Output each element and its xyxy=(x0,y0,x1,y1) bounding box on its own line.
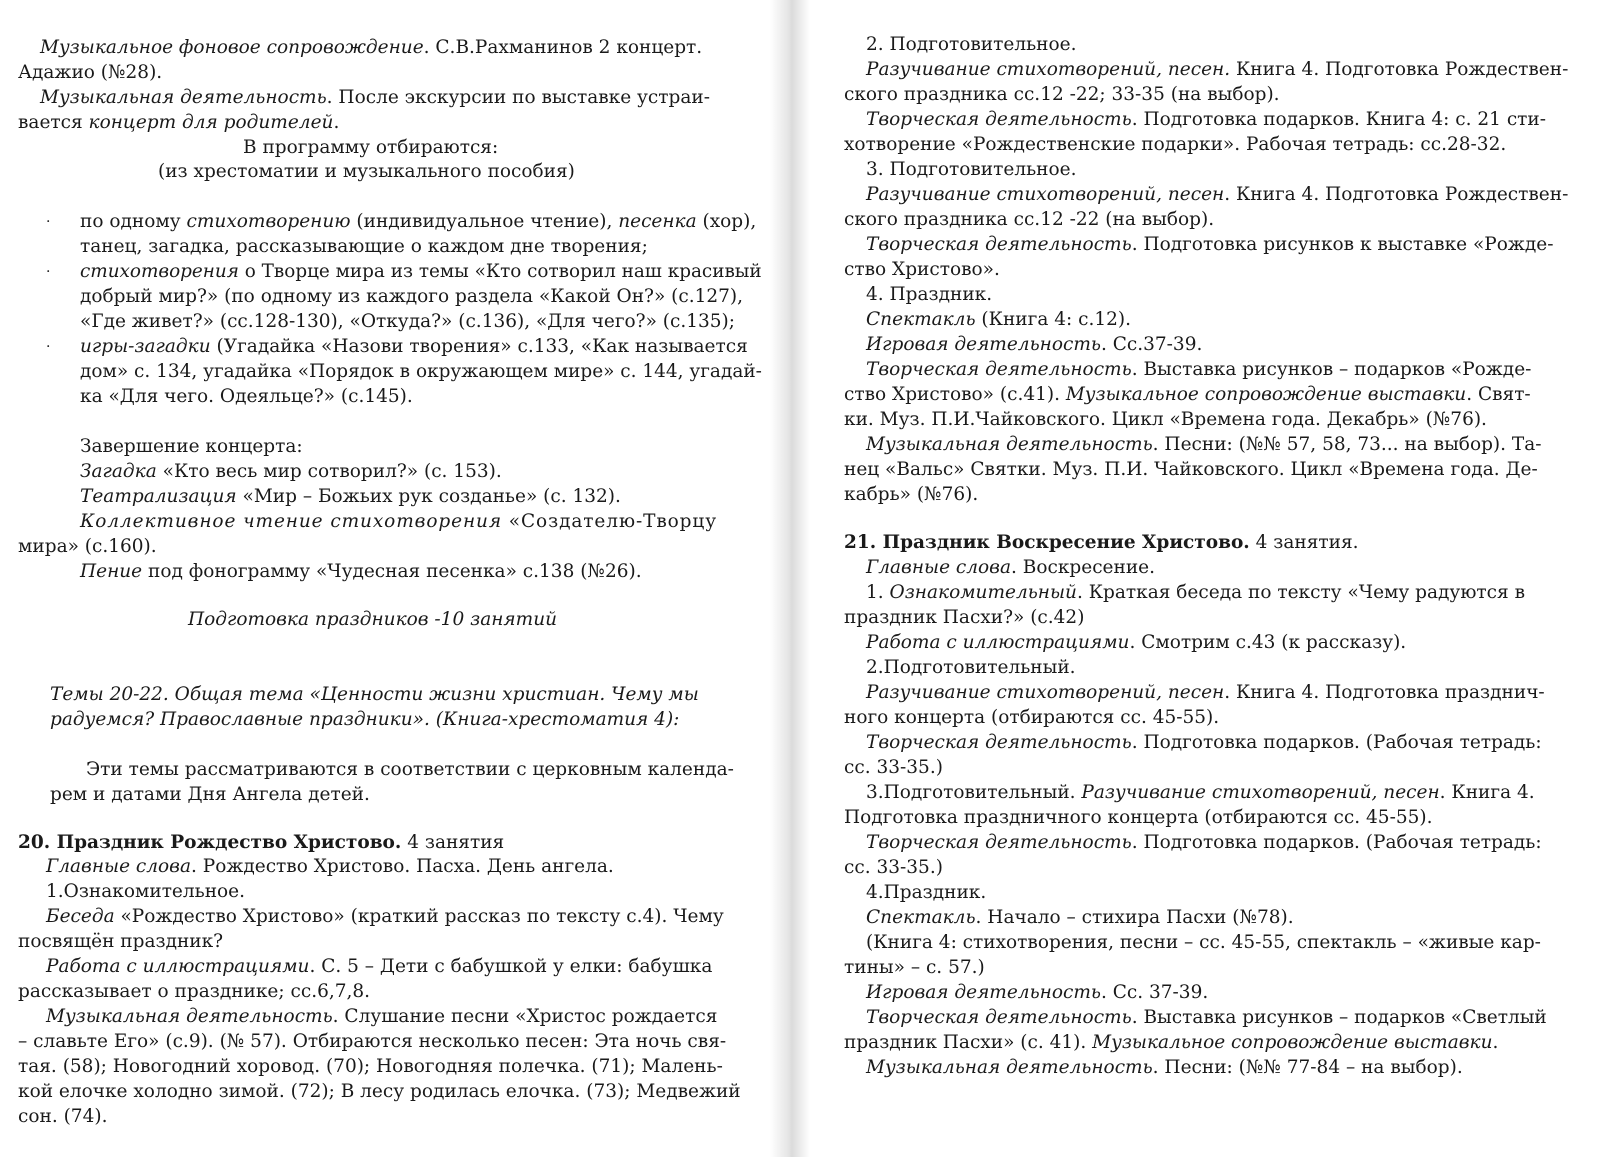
right-text-line xyxy=(866,581,1525,605)
text-run: «Мир – Божьих рук созданье» (с. 132). xyxy=(236,486,621,507)
left-text-line xyxy=(80,335,748,359)
text-run: (Угадайка «Назови творения» с.133, «Как называется xyxy=(210,336,748,357)
text-run: (из хрестоматии и музыкального пособия) xyxy=(158,161,575,182)
right-text-line xyxy=(844,133,1506,157)
text-run: Завершение концерта: xyxy=(80,436,303,457)
text-run: 3. Подготовительное. xyxy=(866,159,1077,180)
right-text-line xyxy=(866,108,1546,132)
italic-text: Разучивание стихотворений, песен xyxy=(1081,782,1440,803)
italic-text: Театрализация xyxy=(80,486,237,507)
italic-text: Игровая деятельность xyxy=(866,334,1101,355)
left-text-line xyxy=(50,683,699,707)
text-run: дом» с. 134, угадайка «Порядок в окружающем мире» с. 144, угадай- xyxy=(80,361,762,382)
left-text-line xyxy=(46,955,712,979)
left-text-line xyxy=(18,831,504,855)
italic-text: Музыкальная деятельность xyxy=(866,1057,1153,1078)
text-run: вается xyxy=(18,112,89,133)
text-run: . Книга 4. xyxy=(1439,782,1535,803)
text-run: 2.Подготовительный. xyxy=(866,657,1076,678)
right-text-line xyxy=(844,408,1487,432)
italic-text: Загадка xyxy=(80,461,157,482)
text-run: посвящён праздник? xyxy=(18,931,224,952)
right-text-line xyxy=(844,208,1214,232)
left-text-line xyxy=(18,535,157,559)
text-run: сс. 33-35.) xyxy=(844,757,943,778)
text-run: ство Христово». xyxy=(844,259,1000,280)
text-run: ского праздника сс.12 -22 (на выбор). xyxy=(844,209,1215,230)
italic-text: радуемся? Православные праздники». (Книга-хрестоматия 4): xyxy=(50,709,680,730)
left-text-line xyxy=(80,460,502,484)
text-run: 1.Ознакомительное. xyxy=(46,881,245,902)
italic-text: Музыкальная деятельность xyxy=(46,1006,333,1027)
right-text-line xyxy=(844,83,1280,107)
right-text-line xyxy=(844,606,1084,630)
italic-text: Главные слова xyxy=(866,557,1011,578)
italic-text: Творческая деятельность xyxy=(866,732,1132,753)
italic-text: Творческая деятельность xyxy=(866,832,1132,853)
text-run: . Выставка рисунков – подарков «Рожде- xyxy=(1131,359,1532,380)
right-text-line xyxy=(844,806,1432,830)
right-text-line xyxy=(866,931,1541,955)
italic-text: Спектакль xyxy=(866,309,976,330)
text-run: 3.Подготовительный. xyxy=(866,782,1082,803)
bold-heading-text: 20. Праздник Рождество Христово. xyxy=(18,832,402,853)
right-text-line xyxy=(866,333,1202,357)
right-text-line xyxy=(866,681,1545,705)
italic-text: Пение xyxy=(80,561,143,582)
text-run: . Краткая беседа по тексту «Чему радуются в xyxy=(1076,582,1525,603)
left-text-line xyxy=(80,435,303,459)
left-text-line xyxy=(40,86,710,110)
text-run: 4.Праздник. xyxy=(866,882,987,903)
right-text-line xyxy=(844,756,943,780)
text-run: . С. 5 – Дети с бабушкой у елки: бабушка xyxy=(309,956,713,977)
text-run: (индивидуальное чтение), xyxy=(350,211,619,232)
right-text-line xyxy=(866,283,992,307)
text-run: (Книга 4: стихотворения, песни – сс. 45-55, спектакль – «живые кар- xyxy=(866,932,1541,953)
left-text-line xyxy=(80,385,413,409)
right-text-line xyxy=(844,458,1538,482)
text-run: . Подготовка подарков. Книга 4: с. 21 сти- xyxy=(1131,109,1546,130)
text-run: сон. (74). xyxy=(18,1106,108,1127)
text-run: . xyxy=(1492,1032,1499,1053)
right-text-line xyxy=(844,383,1531,407)
left-text-line xyxy=(80,360,762,384)
text-run: 1. xyxy=(866,582,890,603)
text-run: рем и датами Дня Ангела детей. xyxy=(50,784,370,805)
right-text-line xyxy=(866,233,1553,257)
left-text-line xyxy=(80,210,756,234)
italic-text: Музыкальная деятельность xyxy=(866,434,1153,455)
italic-text: Разучивание стихотворений, песен. xyxy=(866,59,1231,80)
text-run: . С.В.Рахманинов 2 концерт. xyxy=(423,37,703,58)
text-run: ство Христово» (с.41). xyxy=(844,384,1066,405)
italic-text: Музыкальное сопровождение выставки xyxy=(1092,1032,1493,1053)
left-text-line xyxy=(80,485,621,509)
right-text-line xyxy=(866,881,986,905)
left-text-line xyxy=(46,905,724,929)
italic-text: стихотворению xyxy=(186,211,351,232)
italic-text: концерт для родителей xyxy=(88,112,334,133)
right-text-line xyxy=(866,1006,1547,1030)
left-text-line xyxy=(86,758,734,782)
text-run: Адажио (№28). xyxy=(18,62,163,83)
right-text-line xyxy=(844,531,1359,555)
text-run: рассказывает о празднике; сс.6,7,8. xyxy=(18,981,371,1002)
left-text-line xyxy=(18,61,162,85)
text-run: мира» (с.160). xyxy=(18,536,157,557)
text-run: праздник Пасхи» (с. 41). xyxy=(844,1032,1093,1053)
italic-text: Игровая деятельность xyxy=(866,982,1101,1003)
bullet-icon: · xyxy=(46,264,51,280)
left-text-line xyxy=(80,235,648,259)
text-run: тины» – с. 57.) xyxy=(844,957,985,978)
left-text-line xyxy=(46,880,245,904)
bullet-icon: · xyxy=(46,339,51,355)
text-run: ка «Для чего. Одеяльце?» (с.145). xyxy=(80,386,413,407)
text-run: . Сс.37-39. xyxy=(1100,334,1203,355)
right-text-line xyxy=(866,981,1208,1005)
text-run: под фонограмму «Чудесная песенка» с.138 (№26). xyxy=(142,561,642,582)
right-text-line xyxy=(866,631,1406,655)
text-run: Книга 4. Подготовка Рождествен- xyxy=(1230,59,1569,80)
left-text-line xyxy=(18,930,223,954)
right-text-line xyxy=(866,906,1294,930)
text-run: ного концерта (отбираются сс. 45-55). xyxy=(844,707,1220,728)
text-run: танец, загадка, рассказывающие о каждом дне творения; xyxy=(80,236,648,257)
text-run: 4. Праздник. xyxy=(866,284,993,305)
right-text-line xyxy=(844,1031,1498,1055)
right-text-line xyxy=(866,58,1568,82)
italic-text: Творческая деятельность xyxy=(866,1007,1132,1028)
right-text-line xyxy=(844,706,1219,730)
text-run: . Выставка рисунков – подарков «Светлый xyxy=(1131,1007,1547,1028)
right-text-line xyxy=(866,183,1568,207)
right-text-line xyxy=(866,433,1542,457)
left-text-line xyxy=(18,1105,107,1129)
italic-text: Творческая деятельность xyxy=(866,359,1132,380)
text-run: нец «Вальс» Святки. Муз. П.И. Чайковского. Цикл «Времена года. Де- xyxy=(844,459,1538,480)
left-text-line xyxy=(18,111,339,135)
right-text-line xyxy=(866,781,1535,805)
right-text-line xyxy=(844,483,978,507)
left-text-line xyxy=(18,980,370,1004)
left-text-line xyxy=(188,608,557,632)
text-run: Подготовка праздничного концерта (отбираются сс. 45-55). xyxy=(844,807,1433,828)
text-run: 4 занятия xyxy=(401,832,505,853)
left-text-line xyxy=(80,510,717,534)
text-run: . Рождество Христово. Пасха. День ангела. xyxy=(190,856,614,877)
text-run: кой елочке холодно зимой. (72); В лесу родилась елочка. (73); Медвежий xyxy=(18,1081,741,1102)
left-text-line xyxy=(50,708,679,732)
text-run: . Начало – стихира Пасхи (№78). xyxy=(975,907,1294,928)
italic-text: Разучивание стихотворений, песен xyxy=(866,184,1225,205)
text-run: «Кто весь мир сотворил?» (с. 153). xyxy=(156,461,502,482)
text-run: (Книга 4: с.12). xyxy=(975,309,1131,330)
text-run: . Подготовка подарков. (Рабочая тетрадь: xyxy=(1131,832,1542,853)
italic-text: Подготовка праздников -10 занятий xyxy=(188,609,558,630)
left-text-line xyxy=(243,136,498,160)
text-run: . Книга 4. Подготовка празднич- xyxy=(1224,682,1545,703)
text-run: 2. Подготовительное. xyxy=(866,34,1077,55)
text-run: праздник Пасхи?» (с.42) xyxy=(844,607,1085,628)
italic-text: игры-загадки xyxy=(80,336,211,357)
text-run: . Книга 4. Подготовка Рождествен- xyxy=(1224,184,1569,205)
right-page xyxy=(800,0,1598,1157)
text-run: ского праздника сс.12 -22; 33-35 (на выбор). xyxy=(844,84,1280,105)
text-run: . Сс. 37-39. xyxy=(1100,982,1209,1003)
text-run: сс. 33-35.) xyxy=(844,857,943,878)
left-text-line xyxy=(80,285,743,309)
left-text-line xyxy=(46,1005,717,1029)
left-page xyxy=(0,0,780,1157)
text-run: 4 занятия. xyxy=(1249,532,1359,553)
italic-text: Темы 20-22. Общая тема «Ценности жизни христиан. Чему мы xyxy=(50,684,699,705)
left-text-line xyxy=(18,1055,723,1079)
left-text-line xyxy=(80,260,762,284)
text-run: . Подготовка подарков. (Рабочая тетрадь: xyxy=(1131,732,1542,753)
text-run: по одному xyxy=(80,211,187,232)
text-run: «Рождество Христово» (краткий рассказ по тексту с.4). Чему xyxy=(114,906,724,927)
italic-text: Ознакомительный xyxy=(889,582,1077,603)
right-text-line xyxy=(866,556,1155,580)
bold-heading-text: 21. Праздник Воскресение Христово. xyxy=(844,532,1250,553)
italic-text: песенка xyxy=(618,211,697,232)
text-run: . Подготовка рисунков к выставке «Рожде- xyxy=(1131,234,1554,255)
text-run: . После экскурсии по выставке устраи- xyxy=(326,87,710,108)
text-run: . Смотрим с.43 (к рассказу). xyxy=(1129,632,1407,653)
text-run: (хор), xyxy=(696,211,757,232)
right-text-line xyxy=(866,33,1076,57)
italic-text: Спектакль xyxy=(866,907,976,928)
italic-text: стихотворения xyxy=(80,261,239,282)
italic-text: Музыкальное сопровождение выставки xyxy=(1065,384,1467,405)
right-text-line xyxy=(866,656,1076,680)
right-text-line xyxy=(866,158,1076,182)
text-run: . xyxy=(333,112,340,133)
left-text-line xyxy=(80,310,735,334)
left-text-line xyxy=(18,1080,741,1104)
text-run: . Песни: (№№ 77-84 – на выбор). xyxy=(1152,1057,1463,1078)
italic-text: Коллективное чтение стихотворения xyxy=(80,511,502,532)
text-run: – славьте Его» (с.9). (№ 57). Отбираются несколько песен: Эта ночь свя- xyxy=(18,1031,727,1052)
left-text-line xyxy=(46,855,614,879)
text-run: «Где живет?» (сс.128-130), «Откуда?» (с.136), «Для чего?» (с.135); xyxy=(80,311,735,332)
italic-text: Главные слова xyxy=(46,856,191,877)
text-run: о Творце мира из темы «Кто сотворил наш красивый xyxy=(238,261,762,282)
right-text-line xyxy=(866,831,1542,855)
italic-text: Творческая деятельность xyxy=(866,109,1132,130)
left-text-line xyxy=(158,160,575,184)
text-run: . Свят- xyxy=(1466,384,1531,405)
right-text-line xyxy=(844,856,943,880)
text-run: «Создателю-Творцу xyxy=(502,511,718,532)
italic-text: Музыкальное фоновое сопровождение xyxy=(40,37,424,58)
right-text-line xyxy=(866,1056,1463,1080)
italic-text: Музыкальная деятельность xyxy=(40,87,327,108)
right-text-line xyxy=(866,358,1531,382)
right-text-line xyxy=(844,258,1000,282)
right-text-line xyxy=(844,956,985,980)
italic-text: Работа с иллюстрациями xyxy=(866,632,1130,653)
italic-text: Беседа xyxy=(46,906,115,927)
italic-text: Творческая деятельность xyxy=(866,234,1132,255)
text-run: добрый мир?» (по одному из каждого раздела «Какой Он?» (с.127), xyxy=(80,286,744,307)
text-run: тая. (58); Новогодний хоровод. (70); Новогодняя полечка. (71); Малень- xyxy=(18,1056,723,1077)
text-run: . Песни: (№№ 57, 58, 73... на выбор). Та- xyxy=(1152,434,1542,455)
text-run: . Воскресение. xyxy=(1010,557,1155,578)
text-run: Эти темы рассматриваются в соответствии с церковным календа- xyxy=(86,759,734,780)
italic-text: Разучивание стихотворений, песен xyxy=(866,682,1225,703)
text-run: хотворение «Рождественские подарки». Рабочая тетрадь: сс.28-32. xyxy=(844,134,1507,155)
bullet-icon: · xyxy=(46,214,51,230)
left-text-line xyxy=(40,36,702,60)
right-text-line xyxy=(866,308,1131,332)
left-text-line xyxy=(50,783,370,807)
right-text-line xyxy=(866,731,1542,755)
text-run: кабрь» (№76). xyxy=(844,484,979,505)
left-text-line xyxy=(80,560,642,584)
text-run: В программу отбираются: xyxy=(243,137,499,158)
left-text-line xyxy=(18,1030,726,1054)
text-run: . Слушание песни «Христос рождается xyxy=(332,1006,718,1027)
italic-text: Работа с иллюстрациями xyxy=(46,956,310,977)
text-run: ки. Муз. П.И.Чайковского. Цикл «Времена года. Декабрь» (№76). xyxy=(844,409,1487,430)
